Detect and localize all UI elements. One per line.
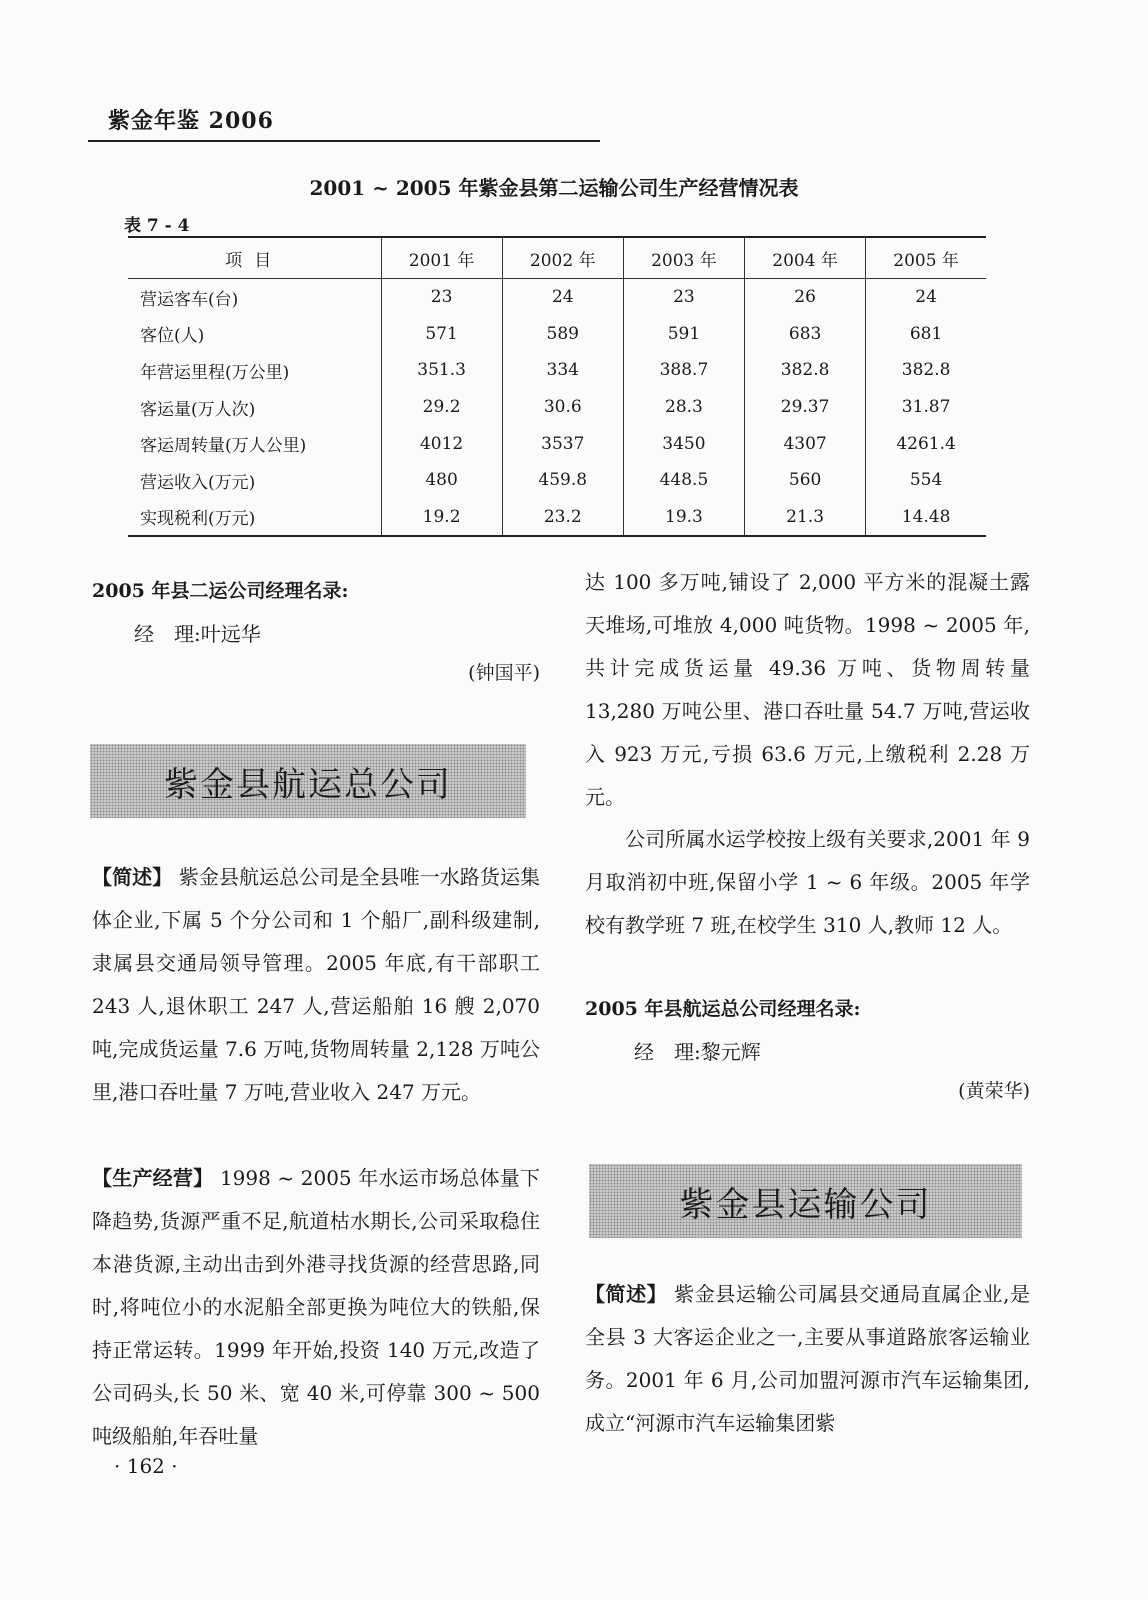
table-cell: 681 [866, 316, 986, 353]
table-row-label: 营运收入(万元) [140, 472, 256, 493]
table-cell: 571 [381, 316, 502, 353]
paragraph-text: 紫金县航运总公司是全县唯一水路货运集体企业,下属 5 个分公司和 1 个船厂,副科级建制,隶属县交通局领导管理。2005 年底,有干部职工 243 人,退休职工 247 人,营运船舶 16 艘 2,070 吨,完成货运量 7.6 万吨,货物周转量 2,128 万吨公里,港口吞吐量 7 万吨,营业收入 247 万元。 [92, 865, 541, 1104]
table-cell: 23 [623, 279, 744, 316]
table-cell: 24 [502, 279, 623, 316]
author-left: (钟国平) [468, 662, 540, 684]
table-row [128, 462, 986, 499]
managers-title-left: 2005 年县二运公司经理名录: [92, 580, 349, 602]
paragraph-shipping-overview [92, 856, 540, 1114]
page-number: · 162 · [114, 1454, 178, 1478]
table-cell: 382.8 [745, 352, 866, 389]
table-row-label: 客位(人) [140, 326, 205, 347]
table-header-cell: 2002 年 [502, 238, 623, 279]
table-cell: 351.3 [381, 352, 502, 389]
table-row [128, 425, 986, 462]
table-header-cell: 2001 年 [381, 238, 502, 279]
table-cell: 4261.4 [866, 425, 986, 462]
table-cell: 554 [866, 462, 986, 499]
table-row [128, 352, 986, 389]
paragraph-label: 【简述】 [585, 1282, 668, 1306]
section-banner-transport: 紫金县运输公司 [589, 1164, 1022, 1238]
table-header-cell: 2004 年 [745, 238, 866, 279]
table-label: 表 7 - 4 [124, 216, 190, 236]
paragraph-text: 紫金县运输公司属县交通局直属企业,是全县 3 大客运企业之一,主要从事道路旅客运输业务。2001 年 6 月,公司加盟河源市汽车运输集团,成立“河源市汽车运输集团紫 [585, 1282, 1031, 1435]
table-cell: 560 [745, 462, 866, 499]
table-row-label: 年营运里程(万公里) [140, 362, 290, 383]
paragraph-water-school: 公司所属水运学校按上级有关要求,2001 年 9 月取消初中班,保留小学 1 ~ 6 年级。2005 年学校有教学班 7 班,在校学生 310 人,教师 12 人。 [585, 827, 1030, 937]
table-cell: 23 [381, 279, 502, 316]
table-cell: 4307 [745, 425, 866, 462]
table-cell: 23.2 [502, 499, 623, 536]
table-cell: 29.2 [381, 389, 502, 426]
table-cell: 683 [745, 316, 866, 353]
paragraph-text: 1998 ~ 2005 年水运市场总体量下降趋势,货源严重不足,航道枯水期长,公司采取稳住本港货源,主动出击到外港寻找货源的经营思路,同时,将吨位小的水泥船全部更换为吨位大的铁船,保持正常运转。1999 年开始,投资 140 万元,改造了公司码头,长 50 米、宽 40 米,可停靠 300 ~ 500 吨级船舶,年吞吐量 [92, 1166, 541, 1448]
table-row-label: 营运客车(台) [140, 289, 239, 310]
table-cell: 591 [623, 316, 744, 353]
table-row [128, 389, 986, 426]
operations-table [128, 236, 986, 537]
table-row [128, 279, 986, 316]
table-header-cell: 2003 年 [623, 238, 744, 279]
table-row-label: 客运周转量(万人公里) [140, 436, 307, 457]
paragraph-transport-overview [585, 1273, 1030, 1445]
table-cell: 19.2 [381, 499, 502, 536]
author-right: (黄荣华) [958, 1080, 1030, 1102]
table-cell: 3537 [502, 425, 623, 462]
table-cell: 30.6 [502, 389, 623, 426]
table-cell: 28.3 [623, 389, 744, 426]
table-row [128, 316, 986, 353]
table-row-label: 客运量(万人次) [140, 399, 256, 420]
table-cell: 24 [866, 279, 986, 316]
table-cell: 19.3 [623, 499, 744, 536]
table-row-label: 实现税利(万元) [140, 509, 256, 530]
table-header-cell: 项目 [128, 238, 381, 279]
table-cell: 480 [381, 462, 502, 499]
table-cell: 31.87 [866, 389, 986, 426]
table-cell: 3450 [623, 425, 744, 462]
table-cell: 589 [502, 316, 623, 353]
paragraph-label: 【简述】 [92, 865, 173, 889]
table-header-row [128, 238, 986, 279]
table-cell: 4012 [381, 425, 502, 462]
running-header-title: 紫金年鉴 2006 [108, 108, 274, 134]
section-banner-shipping: 紫金县航运总公司 [90, 744, 526, 818]
paragraph-shipping-operations-cont: 达 100 多万吨,铺设了 2,000 平方米的混凝土露天堆场,可堆放 4,000 吨货物。1998 ~ 2005 年,共计完成货运量 49.36 万吨、货物周转量 13,280 万吨公里、港口吞吐量 54.7 万吨,营运收入 923 万元,亏损 63.6 万元,上缴税利 2.28 万元。 [585, 570, 1030, 809]
manager-right: 经 理:黎元辉 [634, 1040, 761, 1064]
header-rule [88, 140, 600, 142]
table-cell: 26 [745, 279, 866, 316]
paragraph-shipping-operations [92, 1157, 540, 1458]
table-cell: 21.3 [745, 499, 866, 536]
table-header-cell: 2005 年 [866, 238, 986, 279]
manager-left: 经 理:叶远华 [134, 622, 261, 646]
table-cell: 459.8 [502, 462, 623, 499]
table-cell: 14.48 [866, 499, 986, 536]
managers-title-right: 2005 年县航运总公司经理名录: [585, 998, 861, 1020]
table-cell: 334 [502, 352, 623, 389]
table-cell: 448.5 [623, 462, 744, 499]
table-cell: 388.7 [623, 352, 744, 389]
table-row [128, 499, 986, 536]
table-cell: 382.8 [866, 352, 986, 389]
table-title: 2001 ~ 2005 年紫金县第二运输公司生产经营情况表 [309, 176, 799, 200]
table-cell: 29.37 [745, 389, 866, 426]
paragraph-label: 【生产经营】 [92, 1166, 214, 1190]
